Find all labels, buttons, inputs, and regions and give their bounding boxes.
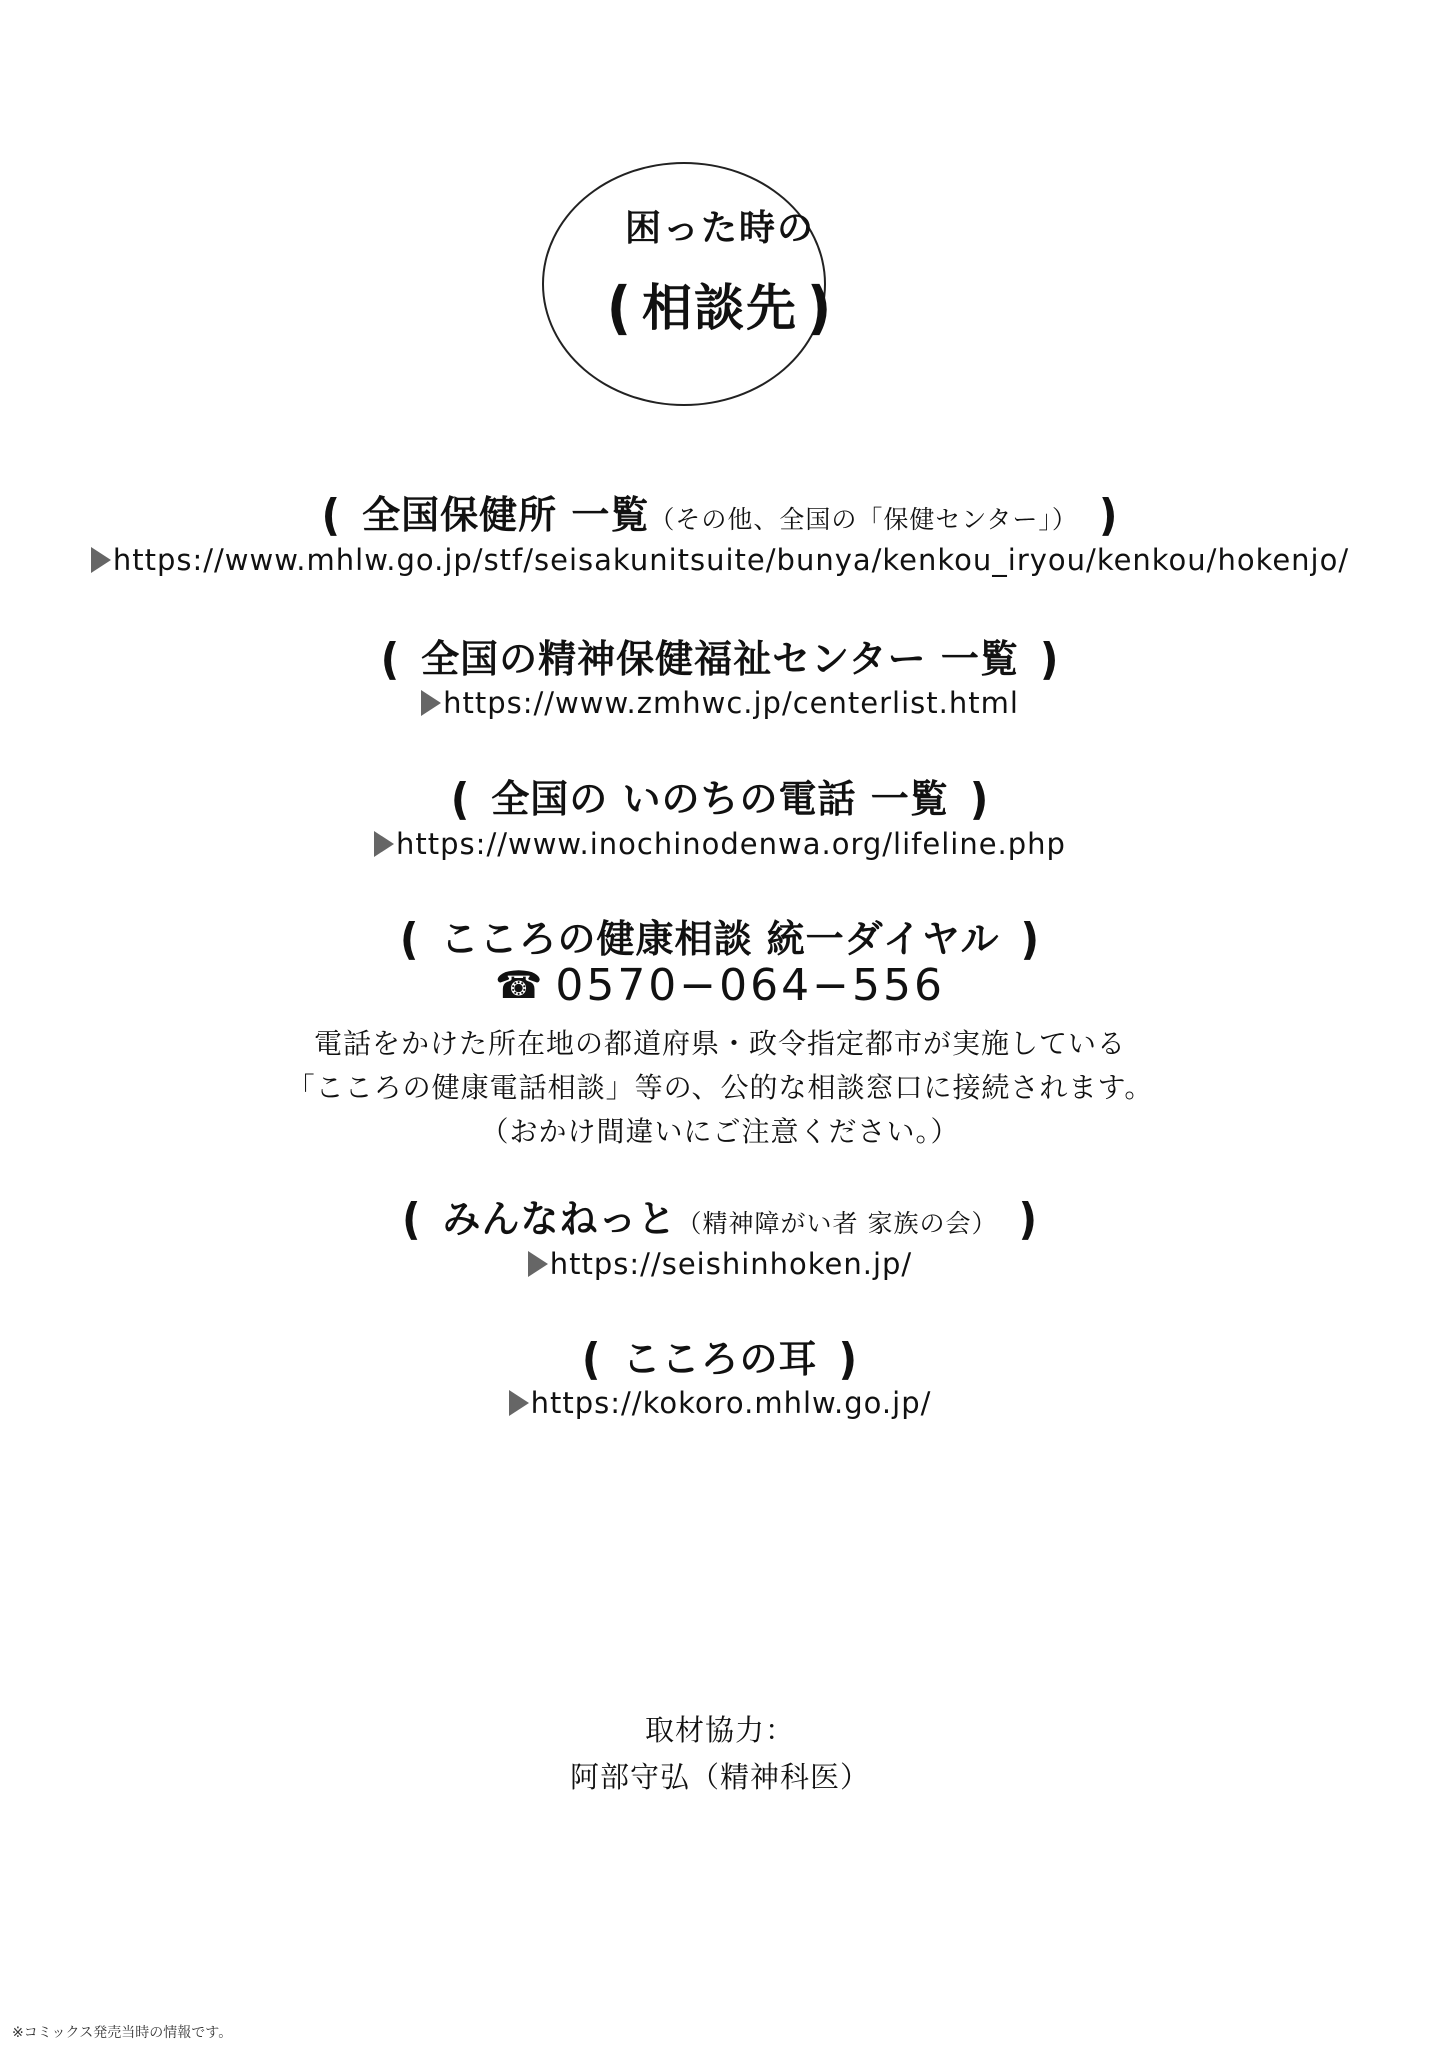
section-title: こころの耳 (622, 1337, 818, 1381)
arrow-icon (421, 690, 441, 716)
open-bracket: ❪ (444, 773, 478, 825)
close-bracket: ❫ (798, 274, 842, 342)
section-url[interactable]: https://seishinhoken.jp/ (549, 1247, 913, 1281)
badge-title-line1: 困った時の (624, 208, 815, 249)
open-bracket: ❪ (598, 274, 642, 342)
section-url[interactable]: https://kokoro.mhlw.go.jp/ (530, 1386, 932, 1420)
section-url[interactable]: https://www.mhlw.go.jp/stf/seisakunitsuite/bunya/kenkou_iryou/kenkou/hokenjo/ (112, 543, 1350, 577)
section-minna-link[interactable] (0, 1247, 1440, 1281)
section-title: 全国の いのちの電話 一覧 (491, 777, 949, 821)
section-dial-heading (0, 908, 1440, 963)
section-kokoro-link[interactable] (0, 1386, 1440, 1420)
open-bracket: ❪ (575, 1333, 609, 1385)
close-bracket: ❫ (1011, 1193, 1045, 1245)
credit-name: 阿部守弘（精神科医） (569, 1760, 870, 1794)
close-bracket: ❫ (831, 1333, 865, 1385)
section-lifeline-heading (0, 768, 1440, 823)
section-mhwc-heading (0, 628, 1440, 683)
footnote: ※コミックス発売当時の情報です。 (12, 2025, 233, 2041)
close-bracket: ❫ (1092, 489, 1125, 541)
open-bracket: ❪ (393, 913, 427, 965)
arrow-icon (509, 1390, 529, 1416)
section-url[interactable]: https://www.inochinodenwa.org/lifeline.php (396, 827, 1066, 861)
close-bracket: ❫ (1013, 913, 1047, 965)
dial-description-line2: 「こころの健康電話相談」等の、公的な相談窓口に接続されます。 (286, 1071, 1154, 1104)
section-kokoro-heading (0, 1328, 1440, 1383)
telephone-icon: ☎ (494, 963, 546, 1007)
arrow-icon (374, 831, 394, 857)
section-lifeline-link[interactable] (0, 827, 1440, 861)
dial-description-line1: 電話をかけた所在地の都道府県・政令指定都市が実施している (313, 1027, 1126, 1060)
open-bracket: ❪ (374, 633, 407, 685)
section-title: 全国保健所 一覧 (362, 493, 650, 537)
section-title: 全国の精神保健福祉センター 一覧 (421, 637, 1019, 681)
section-title: こころの健康相談 統一ダイヤル (440, 917, 1000, 961)
section-mhwc-link[interactable] (0, 686, 1440, 720)
close-bracket: ❫ (1033, 633, 1066, 685)
phone-number[interactable]: 0570−064−556 (555, 960, 946, 1011)
badge-title-line2 (0, 268, 1440, 340)
open-bracket: ❪ (395, 1193, 429, 1245)
arrow-icon (91, 547, 111, 573)
badge-title-text: 相談先 (642, 279, 798, 337)
section-minna-heading (0, 1188, 1440, 1243)
section-note: （精神障がい者 家族の会） (676, 1209, 998, 1238)
section-url[interactable]: https://www.zmhwc.jp/centerlist.html (443, 686, 1019, 720)
arrow-icon (528, 1251, 548, 1277)
section-note: （その他、全国の「保健センター」） (649, 505, 1078, 534)
section-hokenjo-link[interactable] (0, 543, 1440, 577)
open-bracket: ❪ (315, 489, 348, 541)
credit-label: 取材協力： (644, 1713, 795, 1747)
section-title: みんなねっと (442, 1197, 677, 1241)
phone-number-line[interactable] (0, 960, 1440, 1011)
close-bracket: ❫ (962, 773, 996, 825)
dial-description-line3: （おかけ間違いにご注意ください。） (480, 1115, 960, 1148)
section-hokenjo-heading (0, 484, 1440, 539)
